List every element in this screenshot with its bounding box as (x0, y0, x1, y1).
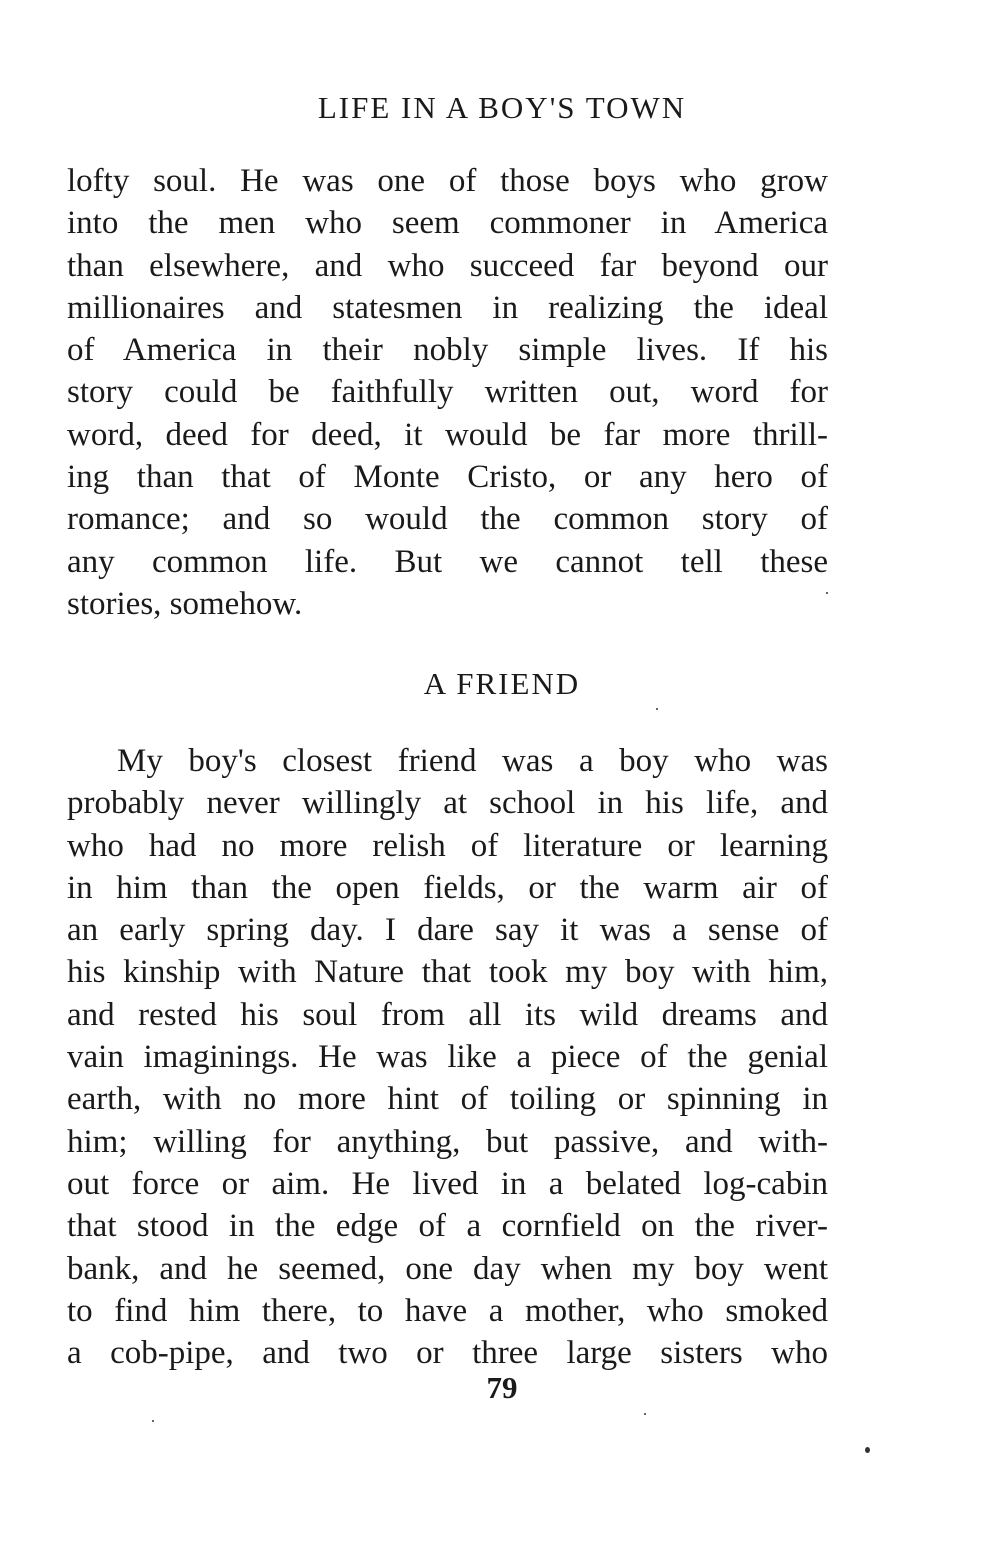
text-line: bank, and he seemed, one day when my boy went (67, 1250, 828, 1287)
section-heading: A FRIEND (423, 666, 581, 701)
running-head: LIFE IN A BOY'S TOWN (317, 90, 687, 125)
text-line: to find him there, to have a mother, who smoked (67, 1292, 828, 1329)
text-line: a cob-pipe, and two or three large sisters who (67, 1335, 828, 1372)
text-line: stories, somehow. (67, 585, 303, 622)
ink-speck (656, 708, 658, 710)
text-line: that stood in the edge of a cornfield on the river- (67, 1208, 828, 1245)
text-line: My boy's closest friend was a boy who was (117, 743, 828, 779)
paragraph-a-friend (67, 740, 828, 1374)
text-line: vain imaginings. He was like a piece of the genial (67, 1039, 828, 1076)
text-line: story could be faithfully written out, word for (67, 374, 828, 411)
text-line: ing than that of Monte Cristo, or any hero of (67, 459, 828, 496)
text-line: and rested his soul from all its wild dreams and (67, 996, 828, 1033)
ink-speck (644, 1413, 646, 1415)
text-line: an early spring day. I dare say it was a sense of (67, 912, 828, 949)
page-number: 79 (486, 1370, 518, 1405)
text-line: his kinship with Nature that took my boy with him, (67, 954, 828, 991)
text-line: of America in their nobly simple lives. If his (67, 332, 828, 369)
text-line: millionaires and statesmen in realizing the ideal (67, 289, 828, 326)
ink-speck (826, 592, 828, 594)
ink-speck (865, 1447, 870, 1453)
text-line: out force or aim. He lived in a belated log-cabin (67, 1165, 828, 1202)
text-line: who had no more relish of literature or learning (67, 827, 828, 864)
text-line: romance; and so would the common story of (67, 501, 828, 538)
text-line: any common life. But we cannot tell these (67, 543, 828, 580)
text-line: earth, with no more hint of toiling or spinning in (67, 1081, 828, 1118)
text-line: him; willing for anything, but passive, and with- (67, 1123, 828, 1160)
text-line: probably never willingly at school in his life, and (67, 785, 828, 822)
text-line: lofty soul. He was one of those boys who grow (67, 163, 828, 199)
text-line: word, deed for deed, it would be far more thrill- (67, 416, 828, 453)
text-line: than elsewhere, and who succeed far beyond our (67, 247, 828, 284)
ink-speck (152, 1420, 154, 1422)
text-line: into the men who seem commoner in America (67, 205, 828, 242)
paragraph-continued (67, 160, 828, 625)
text-line: in him than the open fields, or the warm air of (67, 869, 828, 906)
